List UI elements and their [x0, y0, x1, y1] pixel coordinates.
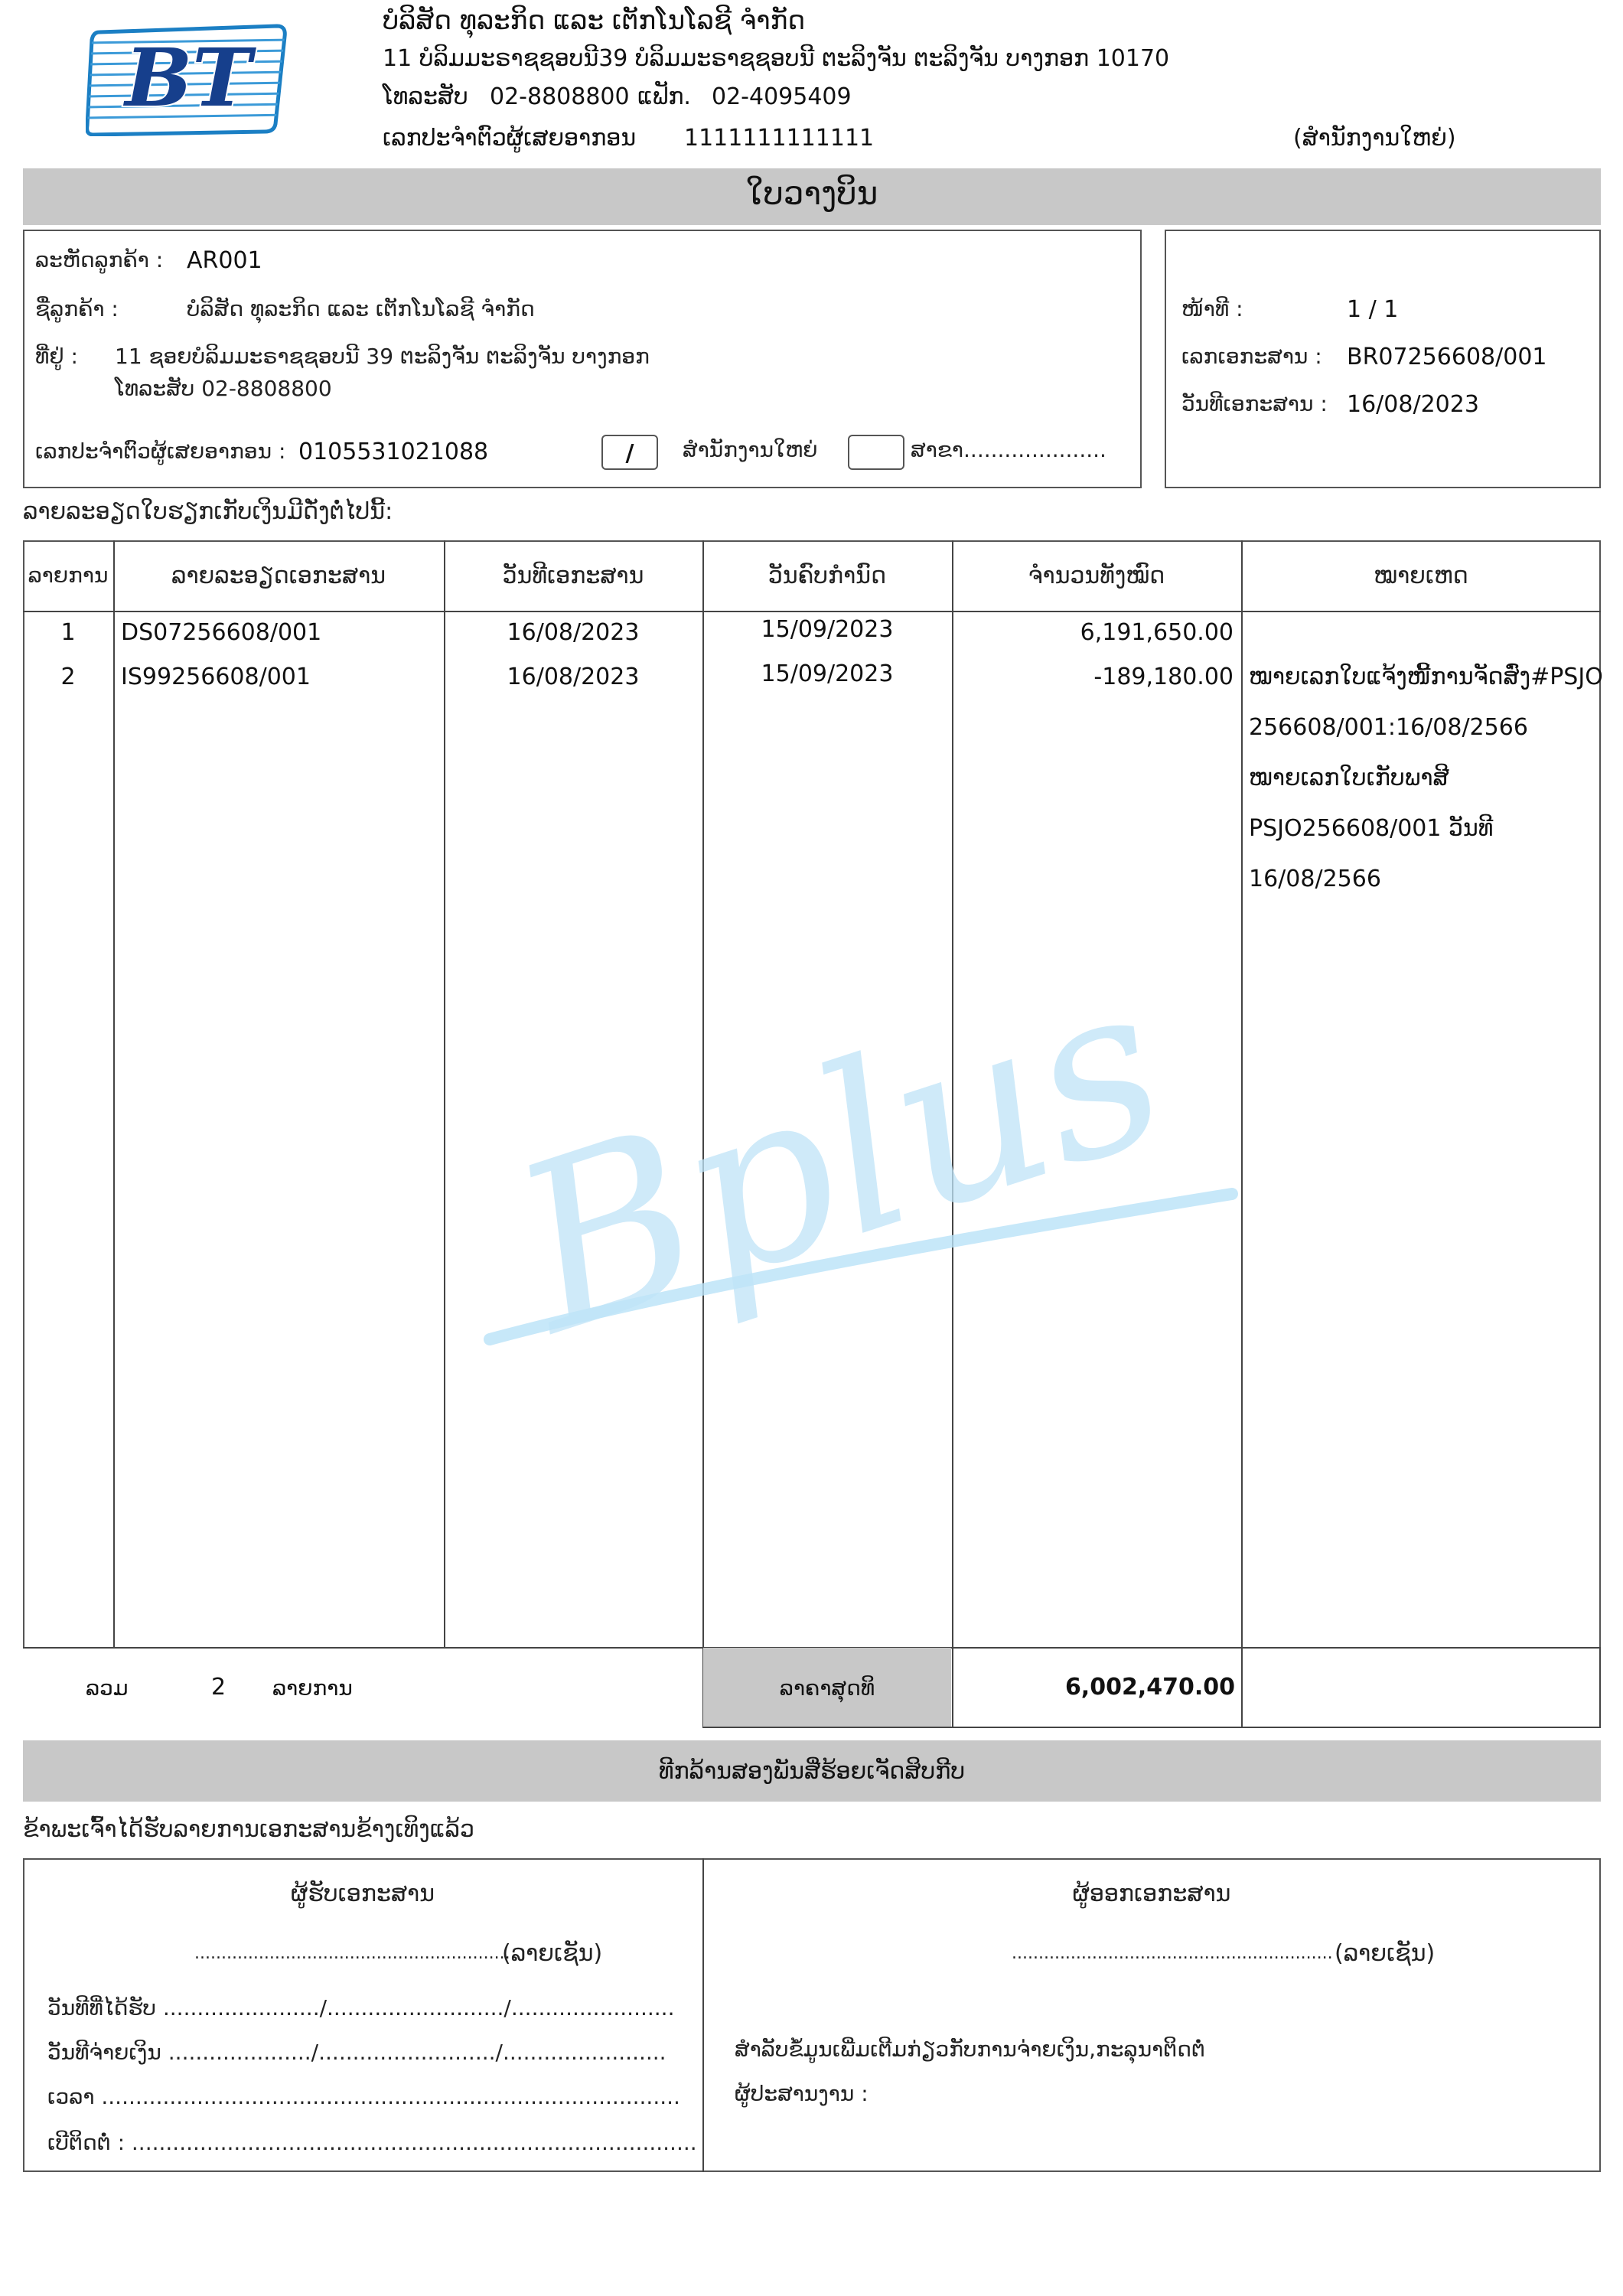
row1-doc: DS07256608/001: [121, 619, 322, 646]
header-amount: ຈຳນວນທັງໝົດ: [1028, 563, 1165, 589]
header-doc: ລາຍລະອຽດເອກະສານ: [171, 563, 386, 589]
doc-title: ໃບວາງບິນ: [745, 174, 878, 212]
customer-tax-label: ເລກປະຈຳຕົວຜູ້ເສຍອາກອນ :: [35, 439, 286, 464]
col-divider-1: [113, 540, 115, 1649]
customer-address-label: ທີ່ຢູ່ :: [35, 344, 78, 369]
note-line-5: 16/08/2566: [1249, 866, 1381, 892]
company-logo: [86, 20, 291, 136]
receiver-time: ເວລາ .....................................................................................: [47, 2084, 680, 2109]
issuer-title: ຜູ້ອອກເອກະສານ: [1072, 1880, 1231, 1907]
row2-doc: IS99256608/001: [121, 664, 311, 690]
customer-code: AR001: [187, 247, 262, 274]
docno-value: BR07256608/001: [1347, 344, 1547, 370]
receiver-payment-date: ວັນທີຈ່າຍເງິນ ...................../........................../........................: [47, 2040, 666, 2065]
receiver-title: ຜູ້ຮັບເອກະສານ: [291, 1880, 435, 1907]
company-phone: 02-8808800: [490, 83, 630, 110]
page-label: ໜ້າທີ :: [1181, 296, 1243, 321]
header-due: ວັນຄົບກຳນົດ: [768, 563, 887, 589]
total-label: ລວມ: [86, 1675, 129, 1701]
docno-label: ເລກເອກະສານ :: [1181, 344, 1322, 369]
row1-due: 15/09/2023: [761, 616, 894, 643]
note-line-1: ໝາຍເລກໃບແຈ້ງໜີ້ການຈັດສົ່ງ#PSJO: [1249, 664, 1603, 690]
intro-text: ລາຍລະອຽດໃບຮຽກເກັບເງິນມີດັ່ງຕໍ່ໄປນີ້:: [23, 498, 393, 525]
page-value: 1 / 1: [1347, 296, 1399, 323]
company-branch: (ສຳນັກງານໃຫຍ່): [1293, 125, 1456, 152]
ack-text: ຂ້າພະເຈົ້າໄດ້ຮັບລາຍການເອກະສານຂ້າງເທິງແລ້ວ: [23, 1816, 474, 1843]
items-table: [23, 540, 1601, 1649]
customer-address-line1: 11 ຊອຍບໍລິມມະຣາຊຊອບນີ 39 ຕະລິງຈັນ ຕະລິງຈັນ ບາງກອກ: [115, 344, 650, 369]
company-phone-label: ໂທລະສັບ: [383, 83, 468, 110]
docdate-label: ວັນທີເອກະສານ :: [1181, 391, 1328, 416]
table-header-divider: [23, 611, 1601, 612]
note-line-3: ໝາຍເລກໃບເກັບພາສີ: [1249, 765, 1449, 791]
row1-date: 16/08/2023: [507, 619, 640, 646]
customer-address-line2: ໂທລະສັບ 02-8808800: [115, 376, 332, 401]
hq-checkbox[interactable]: [601, 435, 658, 470]
logo-text: BT: [125, 31, 252, 125]
row2-due: 15/09/2023: [761, 660, 894, 687]
row2-amount: -189,180.00: [1093, 664, 1234, 690]
customer-tax-id: 0105531021088: [298, 439, 489, 465]
total-count: 2: [211, 1674, 227, 1701]
receiver-contact: ເບີຕິດຕໍ່ : ...................................................................................: [47, 2130, 697, 2155]
table-bottom-net: [702, 1727, 1601, 1728]
col-divider-3: [702, 540, 704, 1728]
watermark-text: Bplus: [487, 941, 1193, 1385]
issuer-coordinator: ຜູ້ປະສານງານ :: [735, 2081, 869, 2106]
receiver-sign-label: (ລາຍເຊັນ): [502, 1940, 603, 1967]
issuer-note: ສຳລັບຂໍ້ມູນເພີ່ມເຕີມກ່ຽວກັບການຈ່າຍເງິນ,ກະລຸນາຕິດຕໍ່: [735, 2037, 1205, 2062]
receiver-sign-line: ............................................................: [194, 1944, 516, 1963]
issuer-sign-label: (ລາຍເຊັນ): [1335, 1940, 1436, 1967]
row2-date: 16/08/2023: [507, 664, 640, 690]
row2-no: 2: [60, 664, 76, 690]
row1-amount: 6,191,650.00: [1080, 619, 1234, 646]
row1-no: 1: [60, 619, 76, 646]
customer-name: ບໍລິສັດ ທຸລະກິດ ແລະ ເຕັກໂນໂລຊີ ຈຳກັດ: [187, 296, 535, 321]
issuer-sign-line: ............................................................: [1012, 1944, 1333, 1963]
net-value: 6,002,470.00: [1064, 1674, 1235, 1701]
hq-check-mark: /: [625, 440, 634, 467]
company-fax-label: ແຟັກ.: [637, 83, 691, 110]
logo-graphic: [86, 20, 291, 136]
company-fax: 02-4095409: [712, 83, 852, 110]
col-divider-2: [444, 540, 445, 1649]
company-name: ບໍລິສັດ ທຸລະກິດ ແລະ ເຕັກໂນໂລຊີ ຈຳກັດ: [383, 5, 806, 36]
col-divider-4: [952, 540, 953, 1728]
total-unit: ລາຍການ: [272, 1675, 353, 1701]
header-no: ລາຍການ: [28, 563, 109, 588]
header-note: ໝາຍເຫດ: [1374, 563, 1468, 589]
company-tax-label: ເລກປະຈຳຕົວຜູ້ເສຍອາກອນ: [383, 125, 637, 152]
customer-code-label: ລະຫັດລູກຄ້າ :: [35, 247, 164, 272]
note-line-4: PSJO256608/001 ວັນທີ: [1249, 815, 1494, 842]
amount-words: ທີກລ້ານສອງພັນສີ່ຮ້ອຍເຈັດສິບກີບ: [658, 1758, 966, 1785]
net-label: ລາຄາສຸດທິ: [779, 1675, 875, 1701]
branch-label: ສາຂາ.....................: [911, 437, 1106, 462]
branch-checkbox[interactable]: [848, 435, 904, 470]
customer-name-label: ຊື່ລູກຄ້າ :: [35, 296, 119, 321]
header-date: ວັນທີເອກະສານ: [502, 563, 644, 589]
company-tax-id: 1111111111111: [684, 125, 875, 152]
company-address: 11 ບໍລິມມະຣາຊຊອບນີ39 ບໍລິມມະຣາຊຊອບນີ ຕະລິງຈັນ ຕະລິງຈັນ ບາງກອກ 10170: [383, 45, 1170, 72]
receiver-received-date: ວັນທີທີ່ໄດ້ຮັບ ......................./........................../........................: [47, 1995, 675, 2020]
hq-label: ສຳນັກງານໃຫຍ່: [683, 437, 818, 462]
col-divider-5: [1241, 540, 1243, 1728]
note-line-2: 256608/001:16/08/2566: [1249, 714, 1528, 741]
docdate-value: 16/08/2023: [1347, 391, 1479, 418]
table-right-total: [1599, 1647, 1601, 1728]
